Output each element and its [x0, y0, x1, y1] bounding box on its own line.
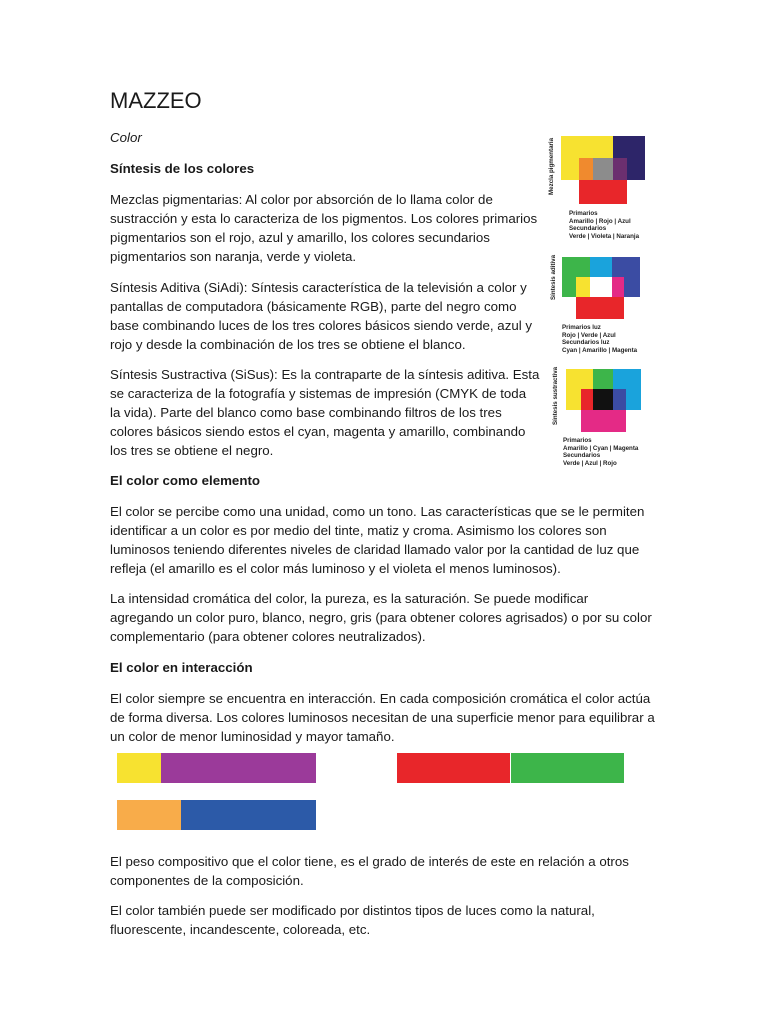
caption-line: Primarios luz — [562, 324, 601, 331]
heading-sintesis: Síntesis de los colores — [110, 161, 255, 176]
caption-line: Amarillo | Rojo | Azul — [569, 217, 631, 225]
red-swatch — [576, 297, 624, 319]
heading-elemento: El color como elemento — [110, 473, 260, 488]
figure-side-label: Mezcla pigmentaria — [548, 137, 555, 195]
blue-swatch — [613, 389, 626, 410]
figure-side-label: Síntesis aditiva — [550, 254, 557, 300]
orange-bar — [117, 800, 181, 830]
caption-line: Primarios — [569, 210, 598, 217]
orange-swatch — [579, 158, 593, 180]
figure-caption — [563, 437, 638, 467]
figure-side-label: Síntesis sustractiva — [552, 366, 559, 425]
red-swatch — [581, 389, 593, 410]
caption-line: Rojo | Verde | Azul — [562, 331, 616, 339]
figure-caption — [562, 324, 637, 354]
white-swatch — [590, 277, 612, 297]
gray-swatch — [593, 158, 613, 180]
black-swatch — [593, 389, 613, 410]
purple-bar — [161, 753, 316, 783]
red-swatch — [579, 180, 627, 204]
figure-caption — [569, 210, 639, 240]
paragraph-peso: El peso compositivo que el color tiene, es el grado de interés de este en relación a otros componentes de la composición. — [110, 854, 629, 888]
subtitle: Color — [110, 130, 142, 145]
caption-line: Secundarios luz — [562, 339, 610, 347]
caption-line: Secundarios — [569, 225, 607, 233]
caption-line: Primarios — [563, 437, 592, 444]
paragraph-aditiva: Síntesis Aditiva (SiAdi): Síntesis característica de la televisión a color y pantallas de computadora (básicamente RGB), parte del negro como base combinando luces de los tres colores básicos siendo verde, azul y rojo y desde la combinación de los tres se obtiene el blanco. — [110, 280, 533, 352]
caption-line: Amarillo | Cyan | Magenta — [563, 444, 639, 452]
green-swatch — [593, 369, 613, 389]
paragraph-pigmentarias: Mezclas pigmentarias: Al color por absorción de lo llama color de sustracción y esta lo caracteriza de los pigmentos. Los colores primarios pigmentarios son el rojo, azul y amarillo, los colores secundarios pigmentarios son naranja, verde y violeta. — [110, 192, 538, 264]
paragraph-interaccion-1: El color siempre se encuentra en interacción. En cada composición cromática el color actúa de forma diversa. Los colores luminosos necesitan de una superficie menor para equilibrar a un color de menor luminosidad y mayor tamaño. — [110, 691, 655, 744]
caption-line: Verde | Violeta | Naranja — [569, 232, 640, 240]
violet-swatch — [613, 158, 627, 180]
yellow-swatch — [576, 277, 590, 297]
yellow-bar — [117, 753, 161, 783]
caption-line: Cyan | Amarillo | Magenta — [562, 346, 638, 354]
heading-interaccion: El color en interacción — [110, 660, 253, 675]
paragraph-elemento-1: El color se percibe como una unidad, como un tono. Las características que se le permiten identificar a un color es por medio del tinte, matiz y croma. Asimismo los colores son luminosos teniendo diferentes niveles de claridad llamado valor por la cantidad de luz que refleja (el amarillo es el color más luminoso y el violeta el menos luminosos). — [110, 504, 645, 576]
paragraph-sustractiva: Síntesis Sustractiva (SiSus): Es la contraparte de la síntesis aditiva. Esta se caracteriza de la fotografía y sistemas de impresión (CMYK de toda la vida). Parte del blanco como base combinando filtros de los tres colores básicos siendo estos el cyan, magenta y amarillo, combinando los tres se obtiene el negro. — [110, 367, 540, 458]
caption-line: Verde | Azul | Rojo — [563, 459, 617, 467]
paragraph-luces: El color también puede ser modificado por distintos tipos de luces como la natural, fluorescente, incandescente, coloreada, etc. — [110, 903, 595, 937]
paragraph-elemento-2: La intensidad cromática del color, la pureza, es la saturación. Se puede modificar agregando un color puro, blanco, negro, gris (para obtener colores agrisados) o por su color complementario (para obtener colores neutralizados). — [110, 591, 652, 644]
green-bar — [511, 753, 624, 783]
page-title: MAZZEO — [110, 88, 202, 113]
magenta-swatch — [612, 277, 624, 297]
caption-line: Secundarios — [563, 452, 601, 460]
red-bar — [397, 753, 510, 783]
blue-bar — [181, 800, 316, 830]
magenta-swatch — [581, 410, 626, 432]
